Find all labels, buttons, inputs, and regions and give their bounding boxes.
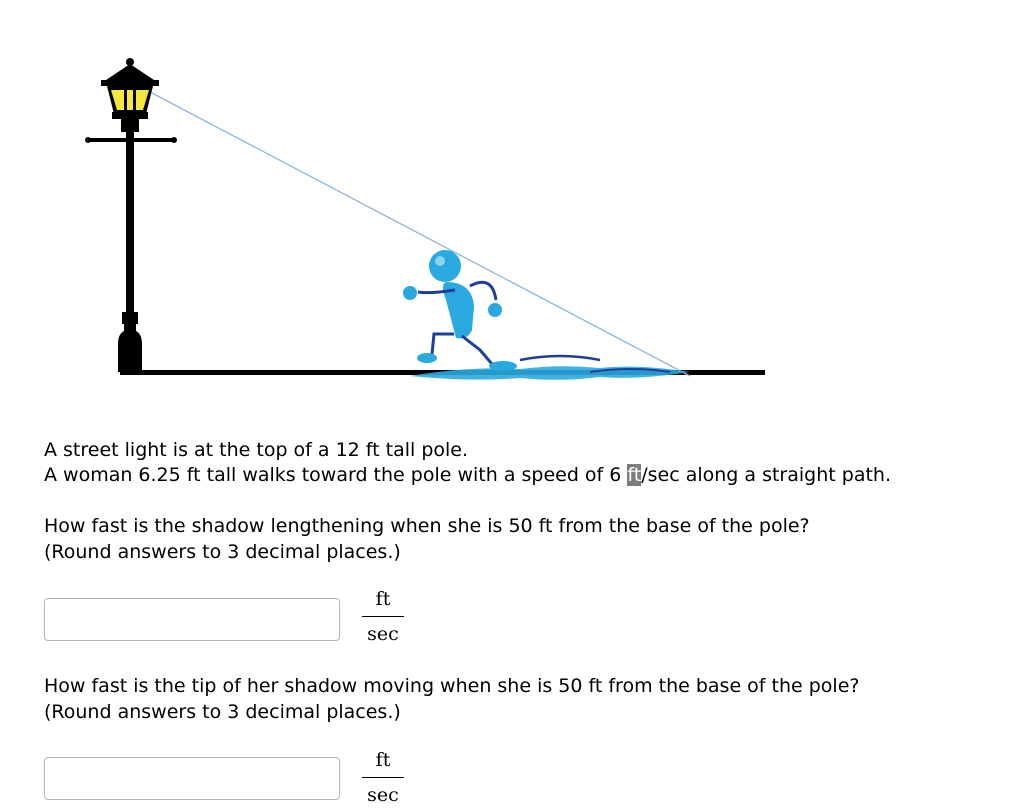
- answer-2-unit: [362, 749, 404, 806]
- unit-denominator: sec: [367, 784, 399, 806]
- question-2-note: (Round answers to 3 decimal places.): [44, 701, 401, 723]
- problem-line-2: [44, 462, 891, 488]
- problem-line-1: [44, 437, 468, 463]
- answer-1-unit: [362, 588, 404, 645]
- walking-woman-figure: [403, 250, 517, 371]
- street-light-illustration: [0, 0, 800, 400]
- lamp-icon: [101, 58, 159, 119]
- question-1-text: How fast is the shadow lengthening when she is 50 ft from the base of the pole?: [44, 515, 810, 537]
- light-ray: [150, 92, 690, 376]
- highlighted-unit: ft: [627, 464, 642, 486]
- problem-text-line-1: A street light is at the top of a 12 ft tall pole.: [44, 439, 469, 461]
- lamp-post: [85, 118, 177, 372]
- answer-1-input[interactable]: [44, 598, 340, 641]
- unit-numerator: ft: [375, 749, 391, 771]
- problem-text-line-2-start: A woman 6.25 ft tall walks toward the pole with a speed of 6: [44, 464, 628, 486]
- question-1-note: (Round answers to 3 decimal places.): [44, 541, 401, 563]
- shadow-shape: [410, 356, 690, 380]
- answer-2-input[interactable]: [44, 757, 340, 800]
- question-2-text: How fast is the tip of her shadow moving when she is 50 ft from the base of the pole?: [44, 675, 860, 697]
- unit-denominator: sec: [367, 623, 399, 645]
- problem-text-line-2-end: /sec along a straight path.: [641, 464, 891, 486]
- unit-numerator: ft: [375, 588, 391, 610]
